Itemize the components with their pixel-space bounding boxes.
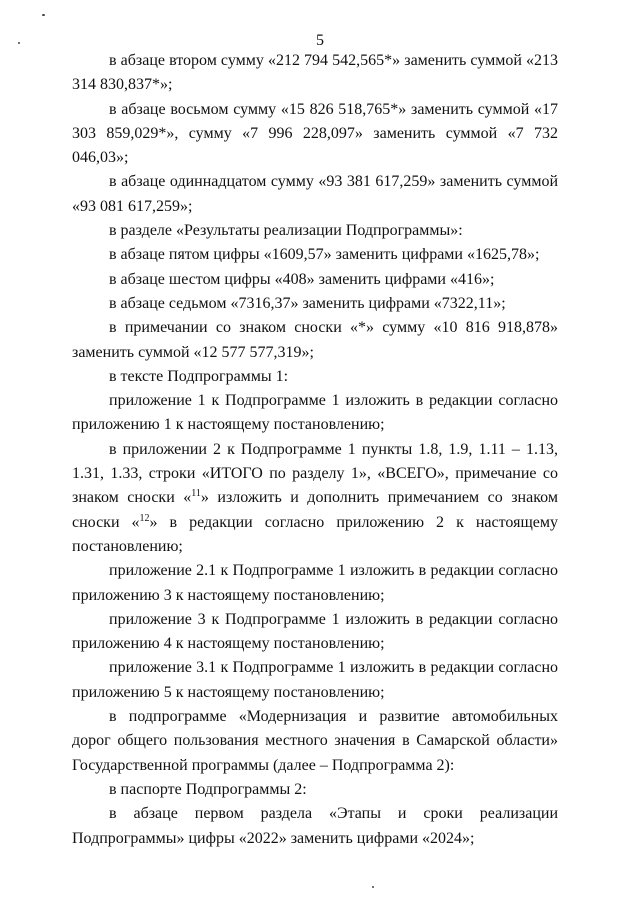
paragraph: в примечании со знаком сноски «*» сумму «10 816 918,878» заменить суммой «12 577 577,319»;: [72, 319, 558, 361]
page-number: 5: [316, 32, 324, 49]
paragraph: приложение 3 к Подпрограмме 1 изложить в редакции согласно приложению 4 к настоящему постановлению;: [72, 610, 558, 653]
paragraph-text-before: в приложении 2 к Подпрограмме 1 пункты 1.8, 1.9, 1.11 – 1.13, 1.31, 1.33, строки «ИТОГО по разделу 1», «ВСЕГО», примечание со знаком сноски «: [72, 440, 558, 507]
paragraph: приложение 1 к Подпрограмме 1 изложить в редакции согласно приложению 1 к настоящему постановлению;: [72, 392, 558, 434]
paragraph: в абзаце пятом цифры «1609,57» заменить цифрами «1625,78»;: [109, 246, 540, 264]
paragraph: в подпрограмме «Модернизация и развитие автомобильных дорог общего пользования местного значения в Самарской области» Государственной программы (далее – Подпрограмма 2):: [72, 708, 558, 774]
document-body: [72, 49, 558, 851]
footnote-mark-11: 11: [191, 488, 201, 500]
paragraph: в абзаце седьмом «7316,37» заменить цифрами «7322,11»;: [109, 294, 506, 312]
paragraph: в разделе «Результаты реализации Подпрограммы»:: [109, 222, 463, 240]
scan-speck-bottom: [372, 886, 374, 888]
paragraph: в абзаце одиннадцатом сумму «93 381 617,259» заменить суммой «93 081 617,259»;: [72, 173, 558, 215]
footnote-mark-12: 12: [139, 512, 150, 524]
paragraph: в тексте Подпрограммы 1:: [109, 367, 289, 385]
scan-speck-left: [18, 42, 20, 44]
paragraph: приложение 2.1 к Подпрограмме 1 изложить в редакции согласно приложению 3 к настоящему постановлению;: [72, 562, 558, 604]
paragraph: в абзаце втором сумму «212 794 542,565*» заменить суммой «213 314 830,837*»;: [72, 52, 558, 94]
paragraph: приложение 3.1 к Подпрограмме 1 изложить в редакции согласно приложению 5 к настоящему постановлению;: [72, 659, 558, 701]
paragraph-text-middle: » изложить и дополнить примечанием со знаком сноски «: [72, 489, 558, 531]
paragraph-with-footnote-marks: [72, 438, 558, 559]
paragraph: в абзаце восьмом сумму «15 826 518,765*» заменить суммой «17 303 859,029*», сумму «7 996 228,097» заменить суммой «7 732 046,03»;: [72, 100, 558, 167]
paragraph: в абзаце первом раздела «Этапы и сроки реализации Подпрограммы» цифры «2022» заменить цифрами «2024»;: [72, 805, 558, 847]
scan-speck-top: [42, 14, 45, 16]
paragraph: в паспорте Подпрограммы 2:: [109, 780, 307, 798]
paragraph: в абзаце шестом цифры «408» заменить цифрами «416»;: [109, 270, 495, 288]
paragraph-text-after: » в редакции согласно приложению 2 к настоящему постановлению;: [72, 513, 559, 555]
